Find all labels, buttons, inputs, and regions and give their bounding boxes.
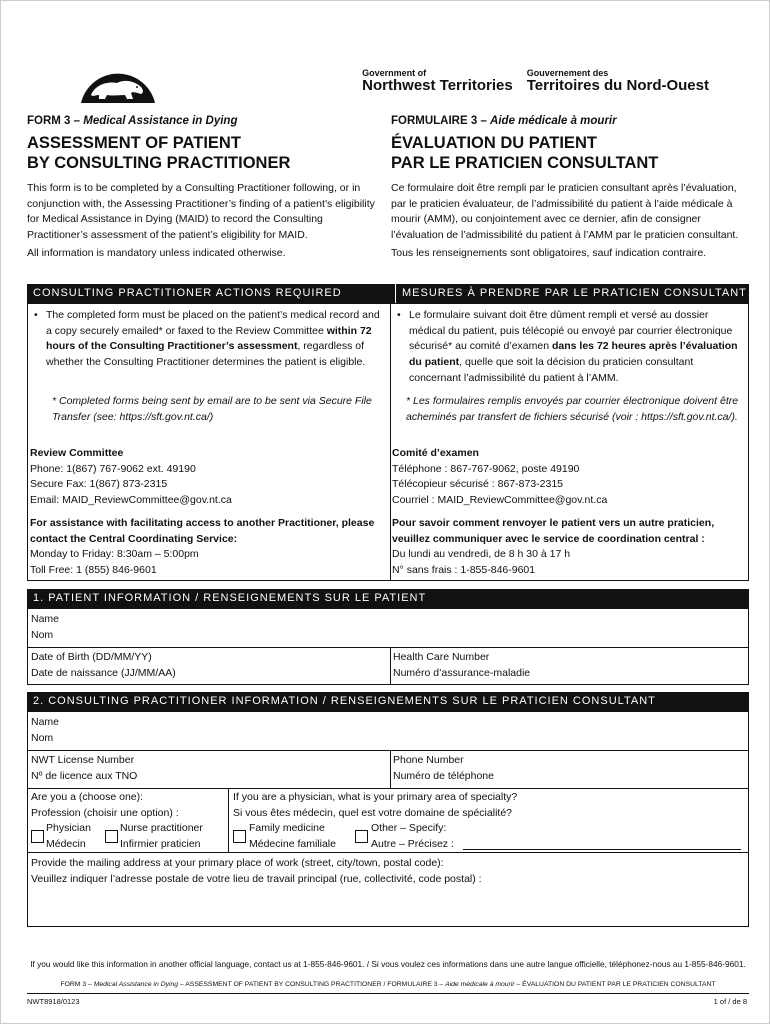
license-number-field[interactable] [31,753,386,786]
physician-checkbox[interactable] [31,830,44,843]
divider [28,852,748,853]
committee-phone-fr: Téléphone : 867-767-9062, poste 49190 [392,462,580,475]
tollfree-fr: N° sans frais : 1-855-846-9601 [392,564,536,577]
family-medicine-option [249,821,336,852]
phone-label-en: Phone Number [393,754,464,766]
tollfree-en: Toll Free: 1 (855) 846-9601 [30,564,157,577]
practitioner-name-label-fr: Nom [31,731,54,744]
mailing-address-field[interactable] [31,856,745,924]
actions-en-note: * Completed forms being sent by email are to be sent via Secure File Transfer (see: https://sft.gov.nt.ca/) [52,395,372,423]
hours-fr: Du lundi au vendredi, de 8 h 30 à 17 h [392,548,571,561]
address-label-en: Provide the mailing address at your primary place of work (street, city/town, postal code): [31,857,444,869]
gov-en-big: Northwest Territories [362,77,513,95]
government-wordmark [362,69,709,94]
other-specialty-checkbox[interactable] [355,830,368,843]
intro-fr [391,115,746,259]
actions-fr-note: * Les formulaires remplis envoyés par courrier électronique doivent être acheminés par transfert de fichiers sécurisé (voir : https://sft.gov.nt.ca/). [406,395,739,423]
family-medicine-checkbox[interactable] [233,830,246,843]
specialty-label-fr: Si vous êtes médecin, quel est votre domaine de spécialité? [233,806,512,819]
other-label-fr: Autre – Précisez : [371,837,454,850]
divider [28,647,748,648]
committee-email-fr[interactable]: Courriel : MAID_ReviewCommittee@gov.nt.ca [392,494,608,507]
practitioner-name-label-en: Name [31,716,60,728]
section2-band [27,692,749,711]
committee-title-en: Review Committee [30,447,124,459]
actions-en-bullet [28,308,383,371]
committee-phone-en: Phone: 1(867) 767-9062 ext. 49190 [30,462,196,475]
form-label-en: FORM 3 – Medical Assistance in Dying [27,115,238,127]
np-label-en: Nurse practitioner [120,822,203,834]
mandatory-note-fr: Tous les renseignements sont obligatoires, sauf indication contraire. [391,246,707,259]
review-committee-en [30,446,380,509]
physician-option [46,821,91,852]
divider [390,647,391,684]
nurse-practitioner-option [120,821,203,852]
divider [228,788,229,852]
patient-name-field[interactable] [31,612,745,646]
section1-title: 1. PATIENT INFORMATION / RENSEIGNEMENTS SUR LE PATIENT [33,592,427,604]
actions-en-paragraph: The completed form must be placed on the patient’s medical record and a copy securely emailed* or faxed to the Review Committee within 72 hours of the Consulting Practitioner’s assessment, regardless of whether the Consulting Practitioner determines the patient is eligible. [46,309,380,369]
dob-field[interactable] [31,650,386,683]
specialty-label-en: If you are a physician, what is your primary area of specialty? [233,791,518,803]
section1-band [27,589,749,608]
section2-title: 2. CONSULTING PRACTITIONER INFORMATION / RENSEIGNEMENTS SUR LE PRATICIEN CONSULTANT [33,695,656,707]
gov-fr-big: Territoires du Nord-Ouest [526,77,709,95]
actions-band-en: CONSULTING PRACTITIONER ACTIONS REQUIRED [33,287,342,299]
hours-en: Monday to Friday: 8:30am – 5:00pm [30,548,199,561]
license-label-fr: Nº de licence aux TNO [31,769,138,782]
phone-label-fr: Numéro de téléphone [393,769,494,782]
header [27,25,749,105]
form-code: NWT8918/0123 [27,997,80,1006]
intro-en [27,115,382,259]
form-label-fr: FORMULAIRE 3 – Aide médicale à mourir [391,115,617,127]
committee-email-en[interactable]: Email: MAID_ReviewCommittee@gov.nt.ca [30,494,232,507]
profession-question [31,790,226,821]
physician-label-fr: Médecin [46,837,86,850]
dob-label-fr: Date de naissance (JJ/MM/AA) [31,666,176,679]
actions-box [27,303,749,581]
page-number: 1 of / de 8 [713,997,747,1006]
assist-text-fr: Pour savoir comment renvoyer le patient vers un autre praticien, veuillez communiquer avec le service de coordination central : [392,517,715,545]
patient-info-box [27,608,749,685]
language-notice: If you would like this information in another official language, contact us at 1-855-846-9601. / Si vous voulez ces informations dans une autre langue officielle, téléphonez-nous au 1-855-846-9601. [30,959,746,969]
nurse-practitioner-checkbox[interactable] [105,830,118,843]
actions-fr-paragraph: Le formulaire suivant doit être dûment rempli et versé au dossier médical du patient, puis télécopié ou envoyé par courrier électronique sécurisé* au comité d’examen dans les 72 heures après l’évaluation du patient, quelle que soit la décision du praticien consultant concernant l’admissibilité du patient à l’AMM. [409,309,738,384]
address-label-fr: Veuillez indiquer l’adresse postale de votre lieu de travail principal (rue, collectivité, code postal) : [31,872,482,885]
phone-number-field[interactable] [393,753,743,786]
intro-text-en: This form is to be completed by a Consulting Practitioner following, or in conjunction with, the Assessing Practitioner’s finding of a patient’s eligibility for Medical Assistance in Dying (MAID) to record the Consulting Practitioner’s assessment of the patient’s eligibility for MAID. [27,182,375,242]
committee-title-fr: Comité d’examen [392,447,479,459]
divider [28,750,748,751]
hcn-label-fr: Numéro d’assurance-maladie [393,666,531,679]
committee-fax-fr: Télécopieur sécurisé : 867-873-2315 [392,478,564,491]
intro-text-fr: Ce formulaire doit être rempli par le praticien consultant après l’évaluation, par le praticien évaluateur, de l’admissibilité du patient à l’aide médicale à mourir (AMM), ou conjointement avec ce dernier, afin de consigner l’évaluation de l’admissibilité du patient à l’AMM par le praticien consultant. [391,182,739,242]
specialty-question [233,790,743,821]
page-title-fr: ÉVALUATION DU PATIENT PAR LE PRATICIEN CONSULTANT [391,134,659,172]
other-specialty-input[interactable] [463,849,741,850]
committee-fax-en: Secure Fax: 1(867) 873-2315 [30,478,168,491]
health-care-number-field[interactable] [393,650,743,683]
fm-label-en: Family medicine [249,822,325,834]
practitioner-name-field[interactable] [31,715,745,749]
assist-text-en: For assistance with facilitating access to another Practitioner, please contact the Central Coordinating Service: [30,517,375,545]
other-specialty-option [371,821,454,852]
bullet-en: • [34,309,38,321]
divider [28,788,748,789]
mandatory-note-en: All information is mandatory unless indicated otherwise. [27,246,286,259]
profession-label-fr: Profession (choisir une option) : [31,806,179,819]
np-label-fr: Infirmier praticien [120,837,201,850]
hcn-label-en: Health Care Number [393,651,490,663]
polar-bear-logo-icon [77,53,159,105]
profession-label-en: Are you a (choose one): [31,791,144,803]
assist-fr [392,516,746,579]
review-committee-fr [392,446,742,509]
footer-rule [27,993,749,994]
actions-band-fr: MESURES À PRENDRE PAR LE PRATICIEN CONSULTANT [395,284,747,303]
assist-en [30,516,385,579]
page-title-en: ASSESSMENT OF PATIENT BY CONSULTING PRACTITIONER [27,134,291,172]
fm-label-fr: Médecine familiale [249,837,336,850]
gov-fr-small: Gouvernement des [526,68,609,78]
practitioner-info-box [27,711,749,927]
gov-en-small: Government of [362,68,427,78]
other-label-en: Other – Specify: [371,822,447,834]
patient-name-label-en: Name [31,613,60,625]
dob-label-en: Date of Birth (DD/MM/YY) [31,651,152,663]
patient-name-label-fr: Nom [31,628,54,641]
license-label-en: NWT License Number [31,754,135,766]
physician-label-en: Physician [46,822,91,834]
bullet-fr: • [397,309,401,321]
actions-fr-bullet [391,308,745,387]
divider [390,750,391,788]
form-footer-title: FORM 3 – Medical Assistance in Dying – ASSESSMENT OF PATIENT BY CONSULTING PRACTITIONER / FORMULAIRE 3 – Aide médicale à mourir – ÉVALUATION DU PATIENT PAR LE PRATICIEN CONSULTANT [60,981,716,988]
actions-band [27,284,749,303]
